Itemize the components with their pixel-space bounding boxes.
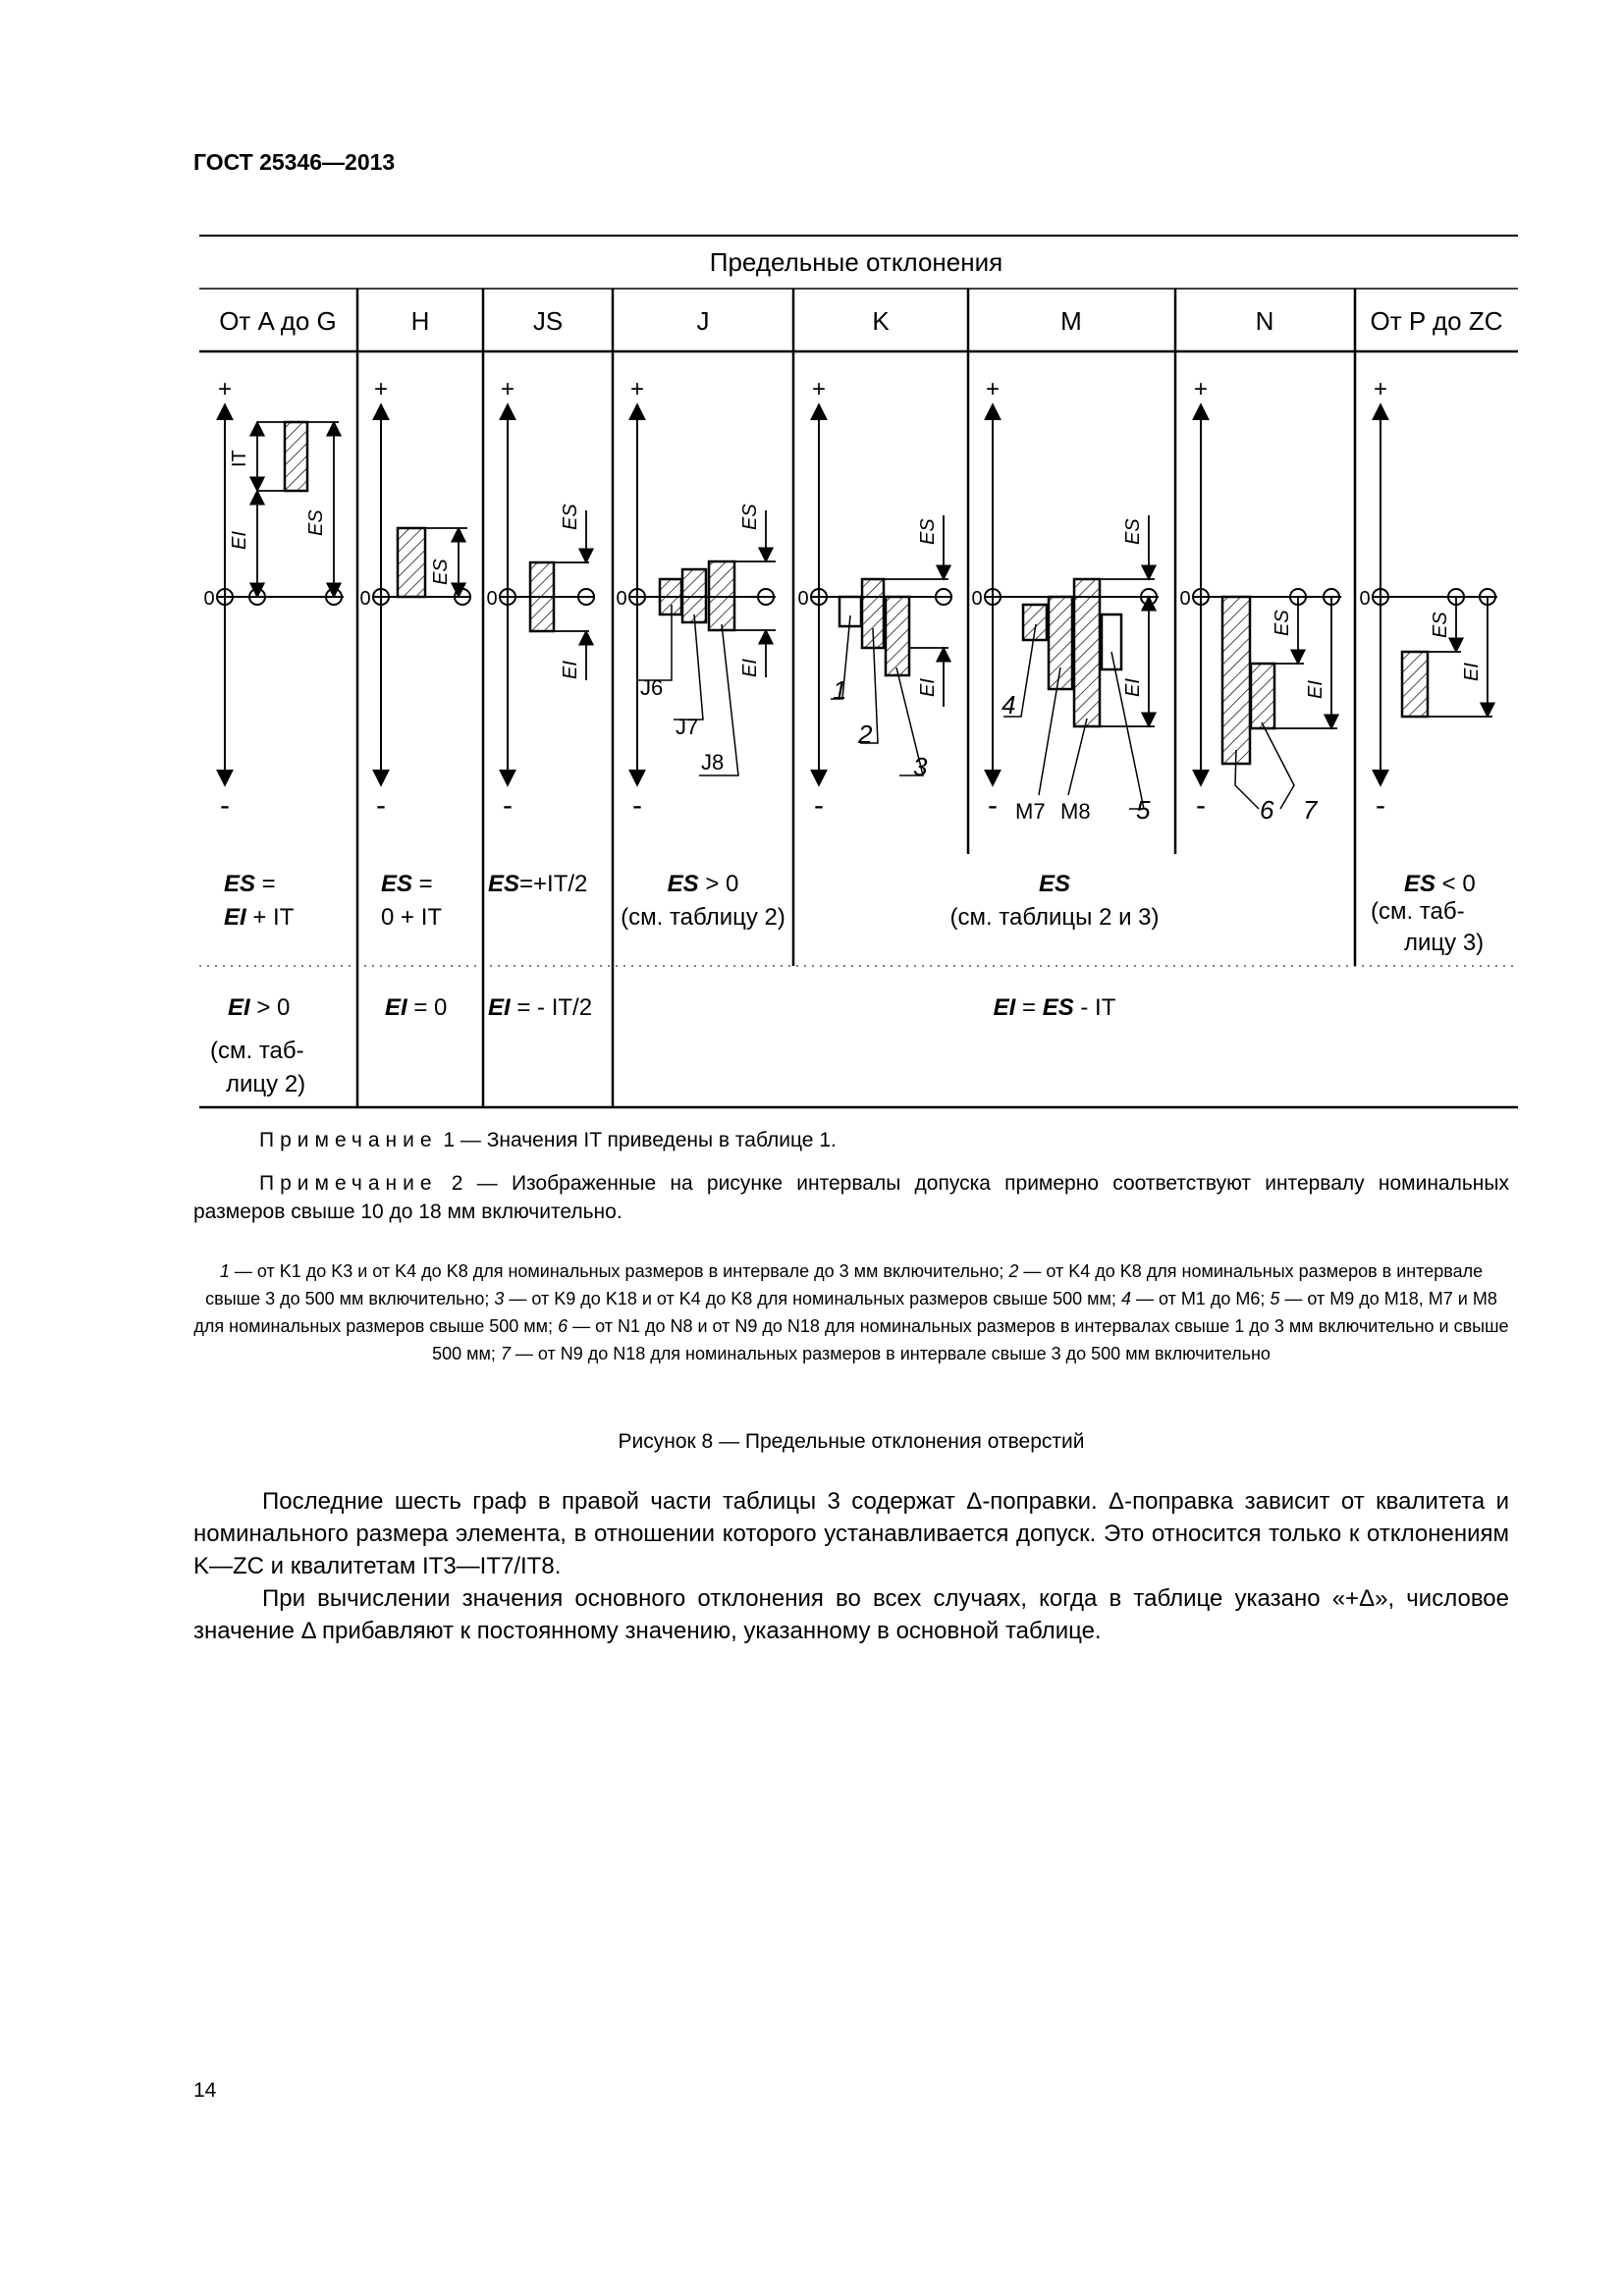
svg-text:0: 0 [203, 588, 215, 610]
svg-text:лицу 3): лицу 3) [1404, 930, 1485, 956]
label-es-k: ES [917, 518, 939, 545]
svg-text:ES < 0: ES < 0 [1404, 871, 1476, 897]
label-zone-1: 1 [833, 675, 847, 705]
col-header-js: JS [532, 306, 564, 336]
svg-text:-: - [1196, 789, 1206, 822]
col-header-p-zc: От P до ZC [1370, 306, 1503, 336]
label-it: IT [229, 450, 250, 467]
label-ei-ag: EI [229, 531, 250, 550]
label-zone-7: 7 [1303, 795, 1318, 825]
body-paragraph-2: При вычислении значения основного отклонения во всех случаях, когда в таблице указано «+Δ», числовое значение Δ прибавляют к постоянному значению, указанному в основной таблице. [193, 1585, 1509, 1644]
zone-n7 [1251, 664, 1274, 728]
label-j7: J7 [676, 715, 699, 739]
svg-text:0: 0 [797, 588, 809, 610]
zone-labels [640, 675, 1319, 825]
col-header-n: N [1255, 306, 1274, 336]
label-m7: M7 [1015, 799, 1046, 824]
table-frame [199, 236, 1518, 1107]
column-headers [219, 306, 1502, 336]
svg-text:лицу 2): лицу 2) [226, 1071, 306, 1097]
zone-p-zc [1402, 652, 1428, 717]
label-ei-n: EI [1305, 680, 1326, 699]
svg-text:-: - [814, 789, 824, 822]
zone-m5 [1102, 614, 1121, 669]
document-header: ГОСТ 25346—2013 [193, 149, 396, 175]
svg-text:-: - [1376, 789, 1385, 822]
svg-text:ES =: ES = [381, 871, 433, 897]
label-zone-5: 5 [1136, 795, 1151, 825]
svg-text:+: + [217, 376, 233, 402]
svg-text:EI + IT: EI + IT [224, 904, 295, 931]
note-2: Примечание 2 — Изображенные на рисунке интервалы допуска примерно соответствуют интервалу номинальных размеров свыше 10 до 18 мм включительно. [193, 1172, 1509, 1223]
svg-text:0: 0 [1179, 588, 1191, 610]
svg-text:ES: ES [1038, 871, 1071, 897]
svg-text:+: + [985, 376, 1001, 402]
svg-text:0: 0 [616, 588, 627, 610]
col-header-k: K [872, 306, 890, 336]
svg-text:+: + [629, 376, 645, 402]
label-ei-j: EI [739, 659, 761, 677]
svg-text:-: - [503, 789, 513, 822]
ei-row [210, 994, 1116, 1097]
svg-text:EI = ES - IT: EI = ES - IT [993, 994, 1116, 1021]
svg-text:(см. таблицу 2): (см. таблицу 2) [621, 904, 785, 931]
svg-text:-: - [376, 789, 386, 822]
zone-a-g [285, 422, 307, 491]
svg-text:+: + [1373, 376, 1388, 402]
label-es-m: ES [1122, 518, 1144, 545]
svg-text:0: 0 [971, 588, 983, 610]
page-number: 14 [193, 2079, 217, 2102]
label-es-j: ES [739, 504, 761, 530]
label-ei-m: EI [1122, 678, 1144, 697]
label-zone-4: 4 [1001, 690, 1016, 720]
es-row [224, 871, 1484, 956]
body-paragraph-1: Последние шесть граф в правой части таблицы 3 содержат Δ-поправки. Δ-поправка зависит от квалитета и номинального размера элемента, в отношении которого устанавливается допуск. Это относится только к отклонениям K—ZC и квалитетам IT3—IT7/IT8. [193, 1488, 1509, 1579]
zone-leaders [638, 605, 1294, 809]
label-es-h: ES [430, 559, 452, 585]
col-header-m: M [1060, 306, 1082, 336]
zone-k3 [886, 597, 909, 675]
svg-text:EI = - IT/2: EI = - IT/2 [488, 994, 593, 1021]
label-m8: M8 [1060, 799, 1091, 824]
svg-text:+: + [500, 376, 515, 402]
zone-j6 [660, 579, 681, 614]
note-1: Примечание 1 — Значения IT приведены в таблице 1. [259, 1129, 837, 1151]
svg-text:EI = 0: EI = 0 [385, 994, 448, 1021]
svg-text:-: - [632, 789, 642, 822]
zone-m7 [1049, 597, 1072, 689]
svg-text:ES=+IT/2: ES=+IT/2 [488, 871, 588, 897]
label-zone-6: 6 [1260, 795, 1274, 825]
svg-text:ES =: ES = [224, 871, 276, 897]
svg-text:(см. таблицы 2 и 3): (см. таблицы 2 и 3) [949, 904, 1160, 931]
label-j6: J6 [640, 675, 664, 700]
svg-text:0: 0 [359, 588, 371, 610]
label-ei-k: EI [917, 678, 939, 697]
svg-text:ES > 0: ES > 0 [667, 871, 739, 897]
zone-n6 [1222, 597, 1250, 764]
col-header-a-g: От A до G [219, 306, 337, 336]
label-es-ag: ES [305, 509, 327, 536]
svg-text:0 + IT: 0 + IT [381, 904, 443, 931]
svg-text:EI > 0: EI > 0 [228, 994, 291, 1021]
label-zone-2: 2 [858, 720, 873, 749]
svg-text:(см. таб-: (см. таб- [210, 1038, 304, 1064]
col-header-h: H [410, 306, 430, 336]
zone-m8 [1074, 579, 1100, 726]
label-zone-3: 3 [913, 752, 928, 781]
svg-text:(см. таб-: (см. таб- [1371, 898, 1465, 925]
label-es-n: ES [1272, 610, 1293, 636]
svg-text:0: 0 [1359, 588, 1371, 610]
col-header-j: J [696, 306, 710, 336]
svg-text:+: + [811, 376, 827, 402]
zone-h [398, 528, 425, 597]
zone-j8 [709, 561, 734, 630]
figure-legend: 1 — от K1 до K3 и от K4 до K8 для номинальных размеров в интервале до 3 мм включительно; 2 — от K4 до K8 для номинальных размеров в интервале свыше 3 до 500 мм включительно; 3 — от K9 до K18 и от K4 до K8 для номинальных размеров свыше 500 мм; 4 — от M1 до M6; 5 — от M9 до M18, M7 и M8 для номинальных размеров свыше 500 мм; 6 — от N1 до N8 и от N9 до N18 для номинальных размеров в интервалах свыше 1 до 3 мм включительно и свыше 500 мм; 7 — от N9 до N18 для номинальных размеров в интервале свыше 3 до 500 мм включительно [193, 1261, 1509, 1363]
label-ei-js: EI [560, 661, 581, 679]
zone-j7 [682, 569, 706, 622]
label-es-pzc: ES [1430, 612, 1451, 638]
svg-text:+: + [373, 376, 389, 402]
svg-text:+: + [1193, 376, 1209, 402]
zone-js [530, 562, 554, 631]
limit-deviations-figure [0, 0, 1624, 1119]
label-es-js: ES [560, 504, 581, 530]
svg-text:-: - [988, 789, 998, 822]
figure-caption: Рисунок 8 — Предельные отклонения отверстий [618, 1430, 1085, 1453]
svg-text:0: 0 [486, 588, 498, 610]
figure-title: Предельные отклонения [709, 247, 1003, 277]
svg-text:-: - [220, 789, 230, 822]
label-ei-pzc: EI [1461, 663, 1483, 681]
label-j8: J8 [701, 750, 725, 774]
body-text [193, 1485, 1509, 1647]
